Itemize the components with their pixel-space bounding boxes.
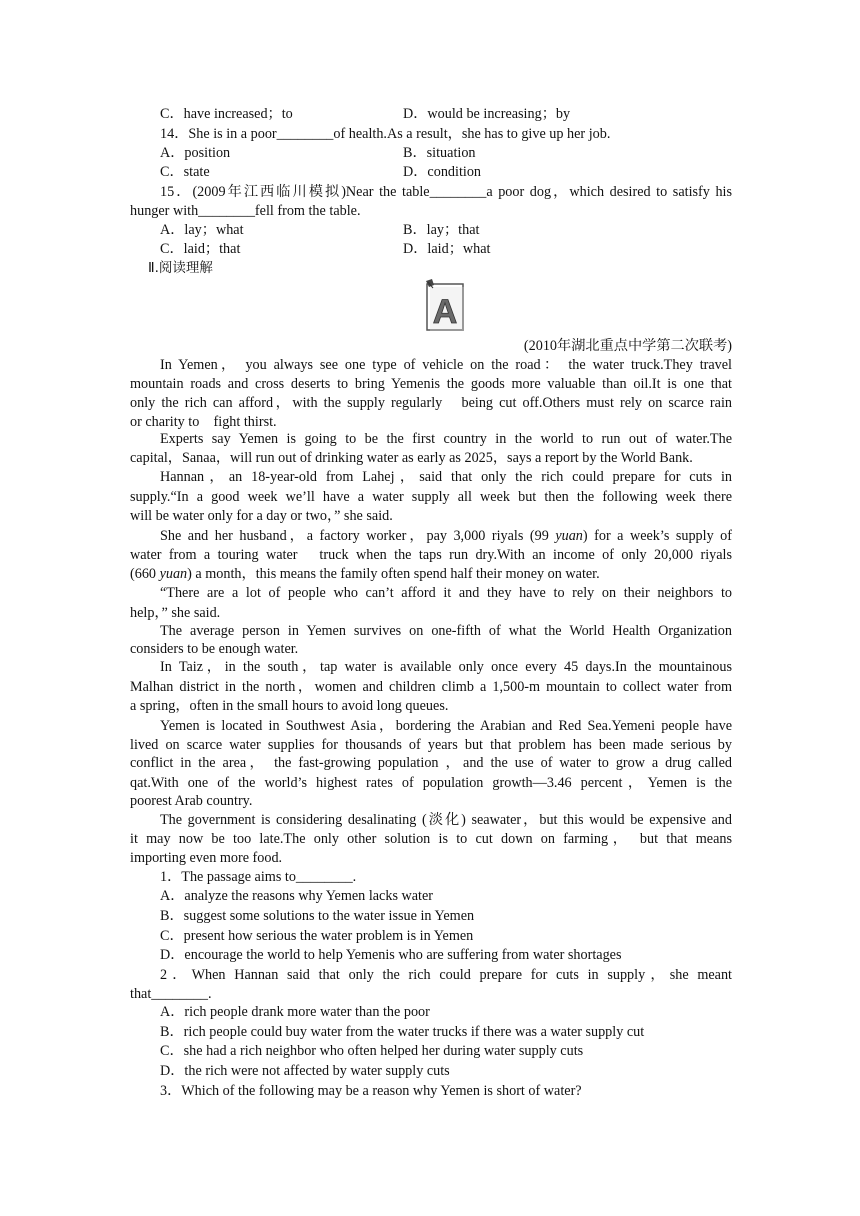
p6-line2: considers to be enough water. xyxy=(130,641,299,657)
q13-option-c: C．have increased；to xyxy=(160,106,293,122)
q15-stem-line2: hunger with________fell from the table. xyxy=(130,203,361,219)
p4-line2: water from a touring water truck when the taps run dry.With an income of only 20,000 riyals xyxy=(130,547,732,563)
passage-source: (2010年湖北重点中学第二次联考) xyxy=(523,338,732,354)
p7-line1: In Taiz，in the south，tap water is available only once every 45 days.In the mountainous xyxy=(160,659,732,675)
p8-line2: lived on scarce water supplies for thousands of years but that problem has been made serious by xyxy=(130,737,732,753)
rq1-option-b: B．suggest some solutions to the water issue in Yemen xyxy=(160,908,475,924)
p8-line1: Yemen is located in Southwest Asia，bordering the Arabian and Red Sea.Yemeni people have xyxy=(160,718,732,734)
rq2-stem-line1: 2．When Hannan said that only the rich could prepare for cuts in supply，she meant xyxy=(160,967,732,983)
section-title: Ⅱ.阅读理解 xyxy=(148,260,213,276)
rq1-stem: 1．The passage aims to________. xyxy=(160,869,357,885)
logo-letter: A xyxy=(432,293,458,331)
p4-line1: She and her husband，a factory worker，pay 3,000 riyals (99 yuan) for a week’s supply of xyxy=(160,528,733,544)
q14-stem: 14．She is in a poor________of health.As a result，she has to give up her job. xyxy=(160,126,611,142)
p9-line3: importing even more food. xyxy=(130,850,283,866)
rq2-option-d: D．the rich were not affected by water supply cuts xyxy=(160,1063,450,1079)
q13-option-d: D．would be increasing；by xyxy=(403,106,571,122)
p1-line2: mountain roads and cross deserts to bring Yemenis the goods more valuable than oil.It is one that xyxy=(130,376,732,392)
p3-line3: will be water only for a day or two，” she said. xyxy=(130,508,393,524)
p2-line2: capital，Sanaa，will run out of drinking water as early as 2025，says a report by the World Bank. xyxy=(130,450,693,466)
q15-option-d: D．laid；what xyxy=(403,241,491,257)
passage-a-logo-icon xyxy=(424,279,466,333)
rq2-option-b: B．rich people could buy water from the water trucks if there was a water supply cut xyxy=(160,1024,645,1040)
q15-stem-line1: 15．(2009年江西临川模拟)Near the table________a poor dog，which desired to satisfy his xyxy=(160,184,732,200)
rq3-stem: 3．Which of the following may be a reason why Yemen is short of water? xyxy=(160,1083,582,1099)
p7-line2: Malhan district in the north，women and children climb a 1,500-m mountain to collect water from xyxy=(130,679,732,695)
p9-line2: it may now be too late.The only other solution is to cut down on farming， but that means xyxy=(130,831,732,847)
q15-option-b: B．lay；that xyxy=(403,222,480,238)
p6-line1: The average person in Yemen survives on one-fifth of what the World Health Organization xyxy=(160,623,732,639)
q15-option-a: A．lay；what xyxy=(160,222,244,238)
q14-option-c: C．state xyxy=(160,164,210,180)
q14-option-b: B．situation xyxy=(403,145,476,161)
p2-line1: Experts say Yemen is going to be the first country in the world to run out of water.The xyxy=(160,431,732,447)
rq2-option-a: A．rich people drank more water than the poor xyxy=(160,1004,430,1020)
q14-option-d: D．condition xyxy=(403,164,482,180)
rq2-stem-line2: that________. xyxy=(130,986,212,1002)
p8-line3: conflict in the area， the fast-growing population ，and the use of water to grow a drug called xyxy=(130,755,732,771)
p8-line5: poorest Arab country. xyxy=(130,793,253,809)
rq1-option-d: D．encourage the world to help Yemenis who are suffering from water shortages xyxy=(160,947,622,963)
p1-line1: In Yemen， you always see one type of vehicle on the road： the water truck.They travel xyxy=(160,357,732,373)
p4-line3: (660 yuan) a month，this means the family often spend half their money on water. xyxy=(130,566,600,582)
rq2-option-c: C．she had a rich neighbor who often helped her during water supply cuts xyxy=(160,1043,584,1059)
p8-line4: qat.With one of the world’s highest rates of population growth—3.46 percent，Yemen is the xyxy=(130,775,732,791)
q15-option-c: C．laid；that xyxy=(160,241,241,257)
p1-line4: or charity to fight thirst. xyxy=(130,414,277,430)
p5-line2: help，” she said. xyxy=(130,605,221,621)
rq1-option-c: C．present how serious the water problem is in Yemen xyxy=(160,928,474,944)
q14-option-a: A．position xyxy=(160,145,231,161)
p3-line2: supply.“In a good week we’ll have a water supply all week but then the following week there xyxy=(130,489,732,505)
p5-line1: “There are a lot of people who can’t afford it and they have to rely on their neighbors to xyxy=(160,585,732,601)
p7-line3: a spring，often in the small hours to avoid long queues. xyxy=(130,698,449,714)
p1-line3: only the rich can afford，with the supply regularly being cut off.Others must rely on scarce rain xyxy=(130,395,732,411)
rq1-option-a: A．analyze the reasons why Yemen lacks water xyxy=(160,888,434,904)
p9-line1: The government is considering desalinating (淡化) seawater，but this would be expensive and xyxy=(160,812,732,828)
p3-line1: Hannan，an 18-year-old from Lahej，said that only the rich could prepare for cuts in xyxy=(160,469,732,485)
